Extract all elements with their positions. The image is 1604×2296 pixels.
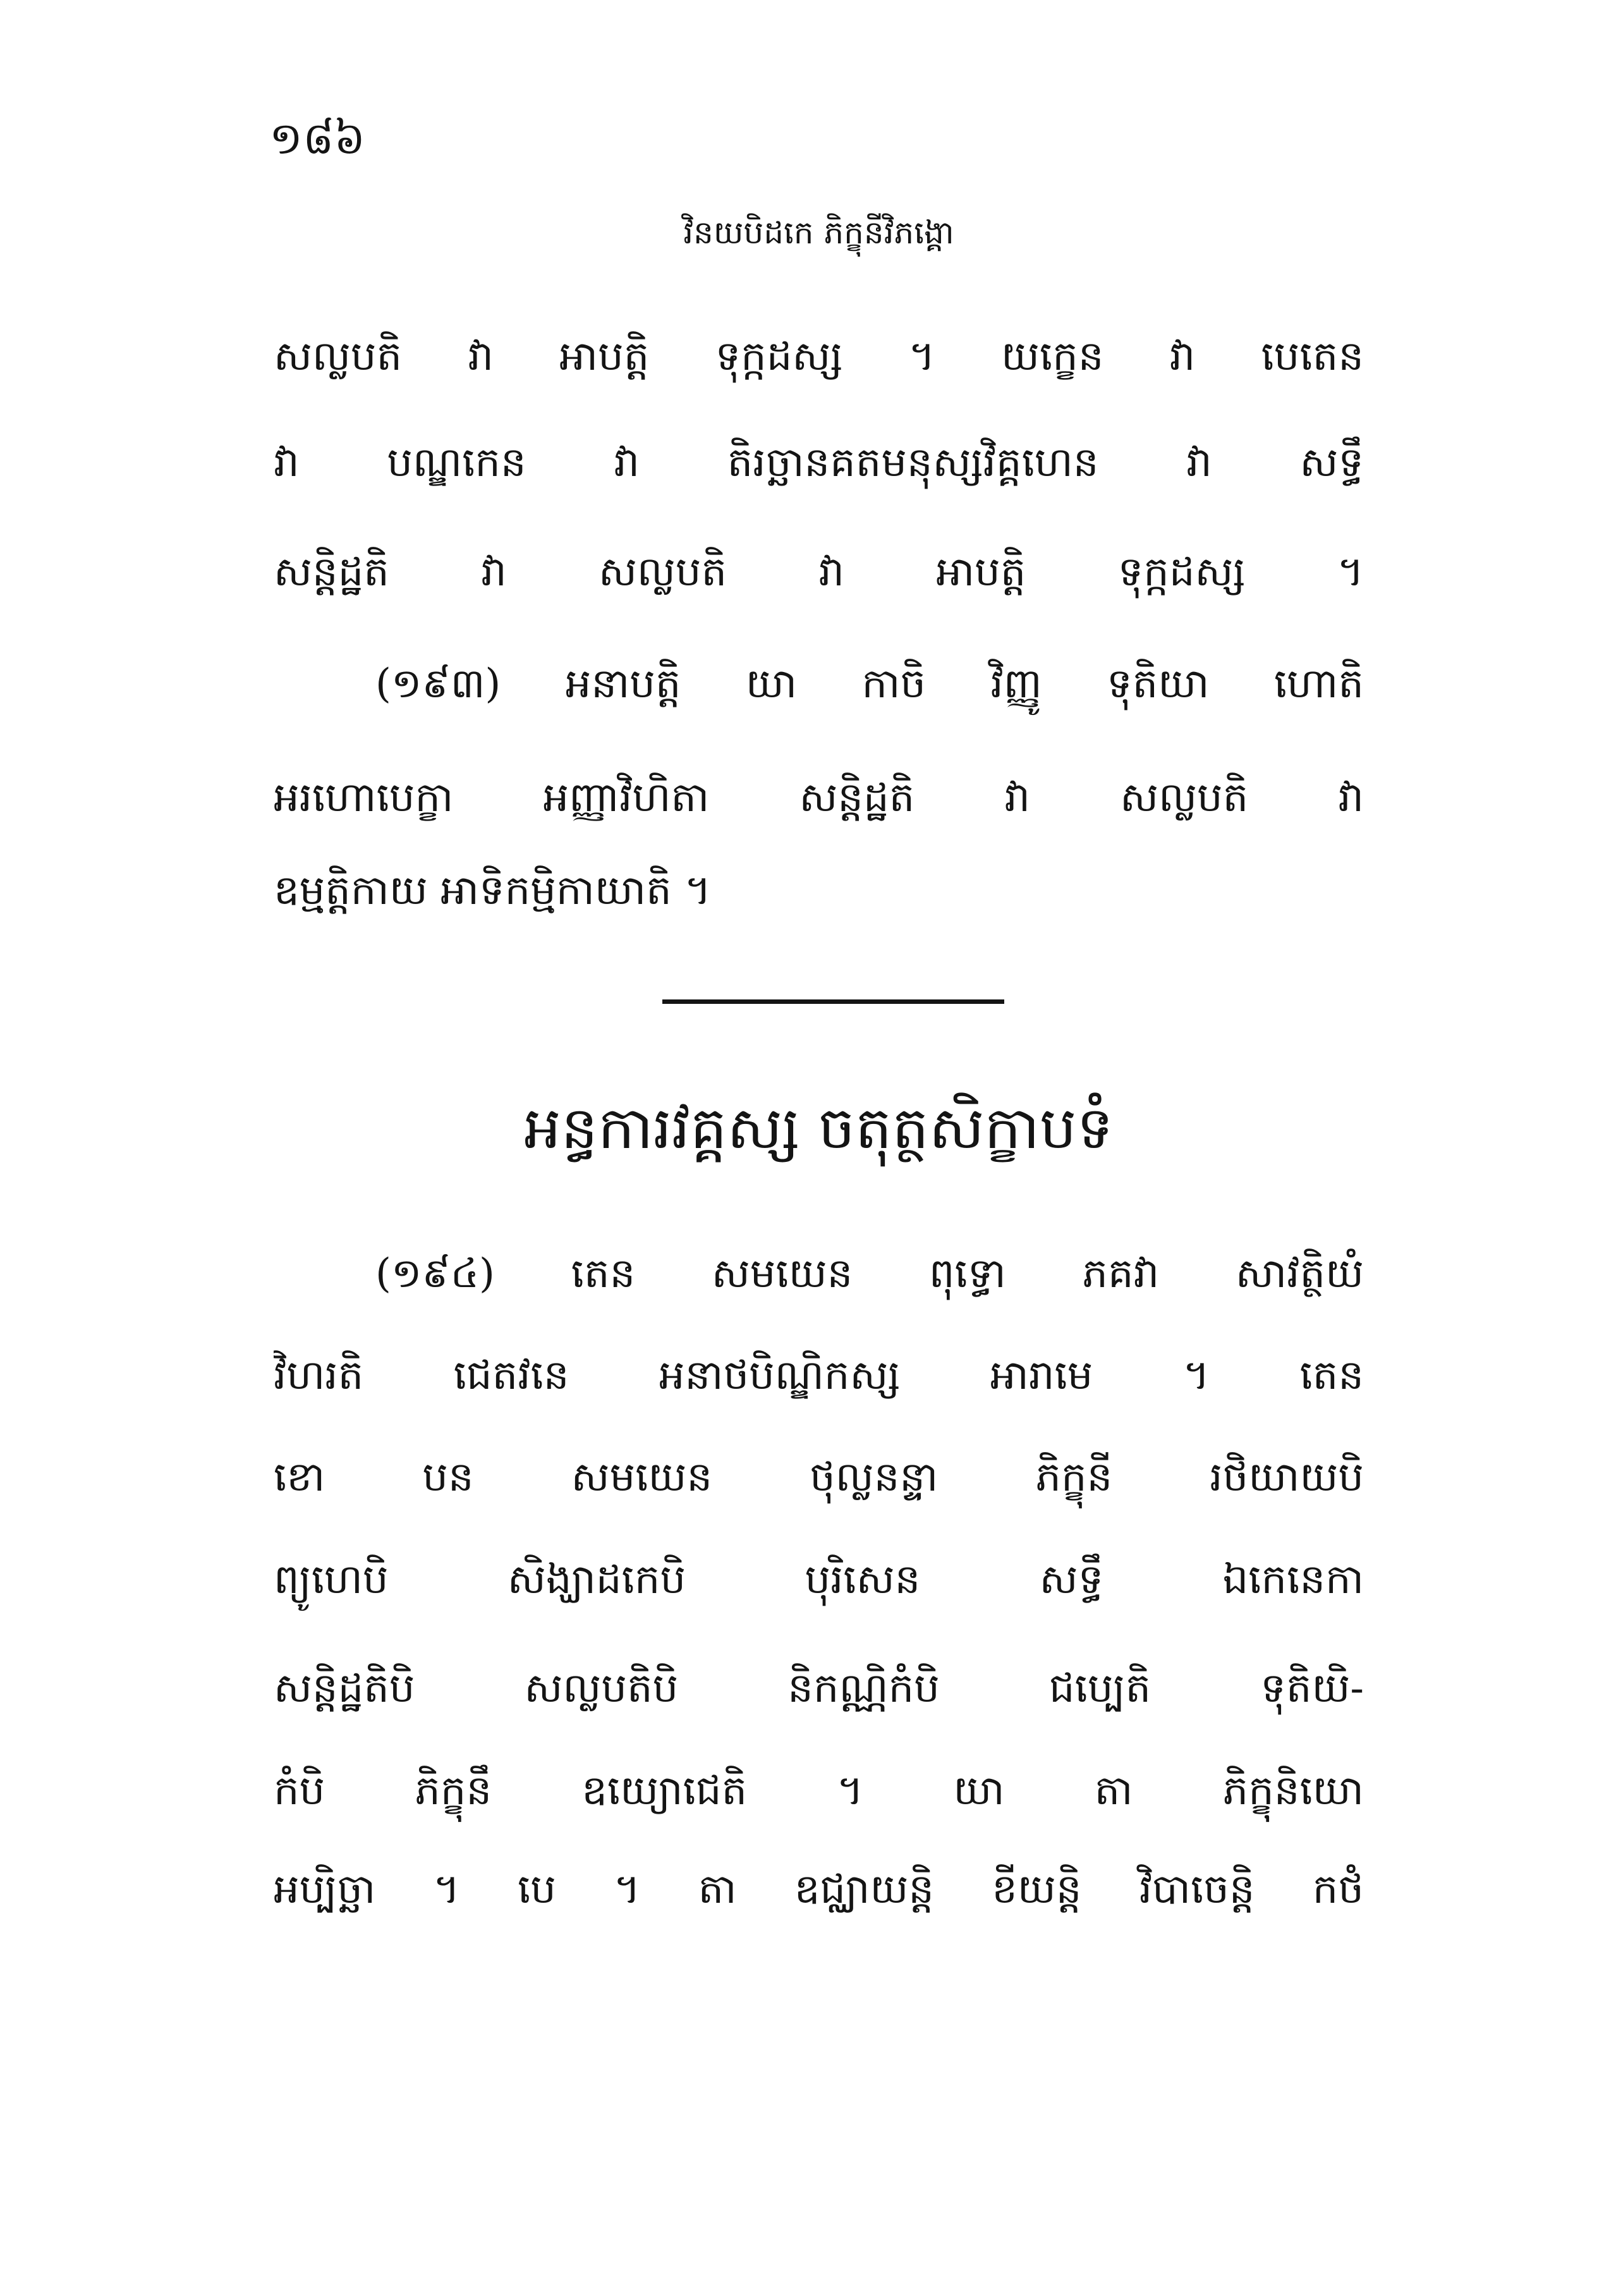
text-line: អរហោបេក្ខា អញ្ញាវិហិតា សន្តិដ្ឋតិ វា សល្លបតិ វា <box>274 774 1364 821</box>
text-line: ខោ បន សមយេន ថុល្លនន្ទា ភិក្ខុនី រថិយាយបិ <box>274 1454 1364 1501</box>
text-line: សន្តិដ្ឋតិបិ សល្លបតិបិ និកណ្ណិកំបិ ជប្បេតិ ទុតិយិ- <box>274 1665 1364 1712</box>
text-line: វិហរតិ ជេតវនេ អនាថបិណ្ឌិកស្ស អារាមេ ។ តេន <box>274 1352 1364 1399</box>
text-line: អប្បិច្ឆា ។ បេ ។ តា ឧជ្ឈាយន្តិ ខីយន្តិ វិបាចេន្តិ កថំ <box>274 1866 1364 1913</box>
text-line: (១៩៤) តេន សមយេន ពុទ្ធោ ភគវា សាវត្ថិយំ <box>375 1250 1364 1297</box>
section-divider <box>662 999 1004 1004</box>
text-line: ឧម្មត្តិកាយ អាទិកម្មិកាយាតិ ។ <box>274 867 712 914</box>
text-line: (១៩៣) អនាបត្តិ យា កាចិ វិញ្ញូ ទុតិយា ហោតិ <box>375 661 1364 707</box>
text-line: កំបិ ភិក្ខុនឹ ឧយ្យោជេតិ ។ យា តា ភិក្ខុនិយោ <box>274 1768 1364 1814</box>
text-line: វា បណ្ឌកេន វា តិរច្ឆានគតមនុស្សវិគ្គហេន វា សទ្ធឹ <box>274 439 1364 486</box>
page-number: ១៨៦ <box>269 113 366 164</box>
text-line: ព្យូហេបិ សិង្ឃាដកេបិ បុរិសេន សទ្ធឹ ឯកេនេកា <box>274 1556 1364 1603</box>
text-line: សល្លបតិ វា អាបត្តិ ទុក្កដស្ស ។ យក្ខេន វា បេតេន <box>274 333 1364 380</box>
section-title: អន្ធការវគ្គស្ស ចតុត្ថសិក្ខាបទំ <box>524 1094 1114 1162</box>
running-header: វិនយបិដកេ ភិក្ខុនីវិភង្គោ <box>683 214 954 251</box>
text-line: សន្តិដ្ឋតិ វា សល្លបតិ វា អាបត្តិ ទុក្កដស្ស ។ <box>274 549 1364 595</box>
